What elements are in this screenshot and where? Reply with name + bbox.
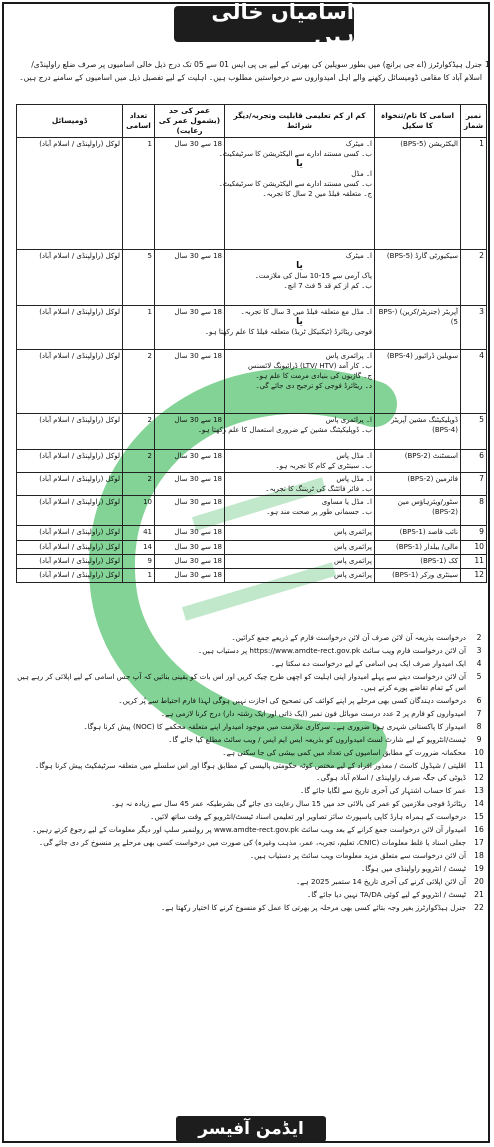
- post-cell: سیکیورٹی گارڈ (BPS-5): [375, 250, 461, 306]
- instruction-item: [14, 708, 482, 719]
- post-cell: مالی/ بیلدار (BPS-1): [375, 541, 461, 555]
- table-row: [17, 350, 487, 414]
- count-cell: 2: [123, 450, 155, 473]
- count-cell: 2: [123, 350, 155, 414]
- age-cell: 18 سے 30 سال: [155, 555, 225, 569]
- instruction-text: آن لائن درخواست فارم ویب سائٹ https://www.amdte-rect.gov.pk پر دستیاب ہیں۔: [198, 645, 466, 655]
- qualification-line: ا۔ مڈل یا مساوی: [321, 498, 372, 506]
- domicile-cell: لوکل (راولپنڈی / اسلام آباد): [17, 306, 123, 350]
- table-row: [17, 306, 487, 350]
- instruction-item: [14, 811, 484, 822]
- post-cell: کک (BPS-1): [375, 555, 461, 569]
- instruction-text: اقلیتی / شیڈول کاسٹ / معذور افراد کے لیے مختص کوٹہ حکومتی پالیسی کے مطابق ہوگا اور اس سلسلے میں متعلقہ سرٹیفکیٹ پیش کرنا ہوگا۔: [35, 760, 466, 770]
- post-cell: اسسٹنٹ (BPS-2): [375, 450, 461, 473]
- post-cell: الیکٹریشن (BPS-5): [375, 138, 461, 250]
- instruction-text: ٹیسٹ / انٹرویو راولپنڈی میں ہوگا۔: [361, 863, 466, 873]
- table-header-row: [17, 105, 487, 138]
- domicile-cell: لوکل (راولپنڈی / اسلام آباد): [17, 450, 123, 473]
- qualification-line: یا: [296, 317, 303, 327]
- serial-cell: 6: [461, 450, 487, 473]
- count-cell: 5: [123, 250, 155, 306]
- count-cell: 1: [123, 306, 155, 350]
- header-qualification: کم از کم تعلیمی قابلیت وتجربہ/دیگر شرائط: [225, 105, 375, 138]
- serial-cell: 3: [461, 306, 487, 350]
- instruction-number: 13: [474, 786, 484, 796]
- table-row: [17, 414, 487, 450]
- qualification-line: فوجی ریٹائرڈ (ٹیکنیکل ٹریڈ) متعلقہ فیلڈ کا علم رکھتا ہو۔: [204, 328, 372, 336]
- age-cell: 18 سے 30 سال: [155, 414, 225, 450]
- instruction-item: [14, 837, 484, 848]
- table-row: [17, 496, 487, 526]
- qualification-line: ب۔ فائر فائٹنگ کی ٹریننگ کا تجربہ۔: [265, 485, 372, 493]
- qualification-cell: [204, 306, 375, 350]
- intro-number: 1: [484, 60, 490, 69]
- instruction-number: 6: [476, 696, 482, 706]
- table-row: [17, 473, 487, 496]
- instruction-number: 5: [476, 671, 482, 681]
- instruction-item: [14, 889, 484, 900]
- age-cell: 18 سے 30 سال: [155, 350, 225, 414]
- domicile-cell: لوکل (راولپنڈی / اسلام آباد): [17, 496, 123, 526]
- age-cell: 18 سے 30 سال: [155, 569, 225, 583]
- instruction-number: 16: [474, 825, 484, 835]
- qualification-line: ب۔ سینٹری کے کام کا تجربہ ہو۔: [275, 462, 372, 470]
- count-cell: 10: [123, 496, 155, 526]
- age-cell: 18 سے 30 سال: [155, 541, 225, 555]
- domicile-cell: لوکل (راولپنڈی / اسلام آباد): [17, 473, 123, 496]
- domicile-cell: لوکل (راولپنڈی / اسلام آباد): [17, 526, 123, 541]
- post-cell: آپریٹر (جنریٹر/کرین) (BPS-5): [375, 306, 461, 350]
- table-row: [17, 250, 487, 306]
- qualification-line: ا۔ پرائمری پاس: [325, 352, 372, 360]
- instruction-item: [14, 850, 484, 861]
- age-cell: 18 سے 30 سال: [155, 496, 225, 526]
- qualification-cell: [225, 569, 375, 583]
- table-row: [17, 569, 487, 583]
- instruction-number: 11: [474, 760, 484, 770]
- instruction-text: درخواست بذریعہ آن لائن صرف آن لائن درخواست فارم کے ذریعے جمع کرائیں۔: [231, 633, 466, 642]
- instruction-number: 10: [474, 747, 484, 757]
- instruction-number: 2: [476, 633, 482, 642]
- qualification-line: یا: [296, 159, 303, 169]
- qualification-cell: [225, 541, 375, 555]
- qualification-cell: [225, 555, 375, 569]
- qualification-line: ج۔ گاڑیوں کی بنیادی مرمت کا علم ہو۔: [255, 372, 372, 380]
- instruction-item: [14, 785, 484, 796]
- qualification-line: ب۔ ڈوپلیکیٹنگ مشین کے ضروری استعمال کا علم رکھتا ہو۔: [197, 426, 372, 434]
- serial-cell: 8: [461, 496, 487, 526]
- count-cell: 14: [123, 541, 155, 555]
- instruction-text: ٹیسٹ / انٹرویو کے لیے کوئی TA/DA نہیں دیا جائے گا۔: [307, 889, 466, 899]
- count-cell: 41: [123, 526, 155, 541]
- instruction-text: درخواست دہندگان کسی بھی مرحلے پر اپنے کوائف کی تصحیح کی اجازت نہیں ہوگی لہذا فارم احتیاط سے پُر کریں۔: [118, 696, 466, 706]
- post-cell: نائب قاصد (BPS-1): [375, 526, 461, 541]
- instruction-item: [14, 632, 482, 643]
- qualification-line: پرائمری پاس: [334, 528, 372, 536]
- instruction-item: [14, 902, 484, 913]
- instruction-item: [14, 772, 484, 783]
- serial-cell: 9: [461, 526, 487, 541]
- qualification-line: ا۔ مڈل پاس: [336, 452, 372, 460]
- age-cell: 18 سے 30 سال: [155, 473, 225, 496]
- post-cell: فائرمین (BPS-2): [375, 473, 461, 496]
- instruction-item: [14, 658, 482, 669]
- qualification-line: ا۔ مڈل پاس: [336, 475, 372, 483]
- instruction-number: 15: [474, 812, 484, 822]
- domicile-cell: لوکل (راولپنڈی / اسلام آباد): [17, 414, 123, 450]
- domicile-cell: لوکل (راولپنڈی / اسلام آباد): [17, 250, 123, 306]
- qualification-line: ج۔ متعلقہ فیلڈ میں 2 سال کا تجربہ۔: [262, 190, 372, 198]
- instruction-item: [14, 824, 484, 835]
- qualification-line: پرائمری پاس: [334, 543, 372, 551]
- instruction-item: [14, 760, 484, 771]
- qualification-line: ب۔ کسی مستند ادارے سے الیکٹریشن کا سرٹیفکیٹ۔: [218, 150, 372, 158]
- instruction-number: 12: [474, 773, 484, 783]
- qualification-cell: [225, 350, 375, 414]
- qualification-cell: [225, 450, 375, 473]
- table-row: [17, 526, 487, 541]
- table-row: [17, 541, 487, 555]
- qualification-line: ا۔ میٹرک: [345, 140, 372, 148]
- instruction-text: ٹیسٹ/انٹرویو کے لیے شارٹ لسٹ امیدواروں کو بذریعہ ایس ایم ایس / ویب سائٹ مطلع کیا جائے گا۔: [168, 734, 466, 744]
- count-cell: 9: [123, 555, 155, 569]
- post-cell: سٹور/ویئرہاؤس مین (BPS-2): [375, 496, 461, 526]
- instruction-text: عمر کا حساب اشتہار کی آخری تاریخ سے لگایا جائے گا۔: [300, 786, 466, 796]
- vacancy-table: [16, 104, 487, 583]
- instruction-text: ڈیوٹی کی جگہ صرف راولپنڈی / اسلام آباد ہوگی۔: [316, 773, 466, 783]
- page-title: اسامیاں خالی ہیں: [174, 6, 354, 42]
- qualification-line: ا۔ پرائمری پاس: [325, 416, 372, 424]
- header-post: اسامی کا نام/تنخواہ کا سکیل: [375, 105, 461, 138]
- instruction-number: 3: [476, 645, 482, 655]
- instruction-number: 8: [476, 721, 482, 731]
- instruction-text: آن لائن درخواست دینے سے پہلے امیدوار اپنی اہلیت کو اچھی طرح چیک کریں اور اس بات کو یقینی بنائیں کہ آپ جس اسامی کے لیے اپلائی کر رہے ہیں اس کے تمام تقاضے پورے کرتے ہیں۔: [17, 671, 466, 693]
- age-cell: 18 سے 30 سال: [155, 250, 225, 306]
- serial-cell: 1: [461, 138, 487, 250]
- instruction-item: [14, 747, 484, 758]
- intro-paragraph: [16, 58, 490, 84]
- instruction-item: [14, 798, 484, 809]
- signature-title: ایڈمن آفیسر: [176, 1116, 326, 1142]
- count-cell: 2: [123, 473, 155, 496]
- qualification-line: ب۔ جسمانی طور پر صحت مند ہو۔: [266, 508, 372, 516]
- domicile-cell: لوکل (راولپنڈی / اسلام آباد): [17, 541, 123, 555]
- instruction-item: [14, 671, 482, 694]
- serial-cell: 5: [461, 414, 487, 450]
- qualification-line: پرائمری پاس: [334, 557, 372, 565]
- instruction-number: 22: [474, 902, 484, 912]
- qualification-line: ا۔ مڈل: [351, 170, 372, 178]
- advertisement-frame: [2, 2, 490, 1143]
- qualification-cell: [225, 526, 375, 541]
- instruction-item: [14, 645, 482, 656]
- instruction-text: آن لائن درخواست سے متعلق مزید معلومات ویب سائٹ پر دستیاب ہیں۔: [249, 850, 466, 860]
- instruction-text: درخواست کے ہمراہ ہارڈ کاپی پاسپورٹ سائز تصاویر اور تعلیمی اسناد ٹیسٹ/انٹرویو کے وقت ساتھ لائیں۔: [150, 812, 466, 822]
- instruction-number: 20: [474, 876, 484, 886]
- qualification-line: پرائمری پاس: [334, 571, 372, 579]
- qualification-line: ا۔ میٹرک: [345, 252, 372, 260]
- serial-cell: 12: [461, 569, 487, 583]
- qualification-line: یا: [296, 261, 303, 271]
- qualification-cell: [225, 496, 375, 526]
- post-cell: سویلین ڈرائیور (BPS-4): [375, 350, 461, 414]
- domicile-cell: لوکل (راولپنڈی / اسلام آباد): [17, 350, 123, 414]
- instruction-text: ایک امیدوار صرف ایک ہی اسامی کے لیے درخواست دے سکتا ہے۔: [271, 658, 466, 668]
- serial-cell: 7: [461, 473, 487, 496]
- serial-cell: 2: [461, 250, 487, 306]
- age-cell: 18 سے 30 سال: [155, 526, 225, 541]
- instruction-number: 9: [476, 734, 482, 744]
- count-cell: 1: [123, 138, 155, 250]
- domicile-cell: لوکل (راولپنڈی / اسلام آباد): [17, 138, 123, 250]
- qualification-line: پاک آرمی سے 15-10 سال کی ملازمت۔: [254, 272, 372, 280]
- instruction-item: [14, 695, 482, 706]
- count-cell: 1: [123, 569, 155, 583]
- instruction-item: [14, 734, 482, 745]
- qualification-line: ب۔ کم از کم قد 5 فٹ 7 انچ۔: [283, 282, 372, 290]
- header-serial: نمبر شمار: [461, 105, 487, 138]
- count-cell: 2: [123, 414, 155, 450]
- qualification-line: ب۔ کار آمد (LTV/ HTV) ڈرائیونگ لائسنس: [248, 362, 372, 370]
- instruction-number: 21: [474, 889, 484, 899]
- instruction-item: [14, 876, 484, 887]
- instruction-text: آن لائن اپلائی کرنے کی آخری تاریخ 14 ستمبر 2025 ہے۔: [296, 876, 466, 886]
- header-count: تعداد اسامی: [123, 105, 155, 138]
- instructions-list: [14, 632, 484, 914]
- table-row: [17, 555, 487, 569]
- instruction-item: [14, 863, 484, 874]
- domicile-cell: لوکل (راولپنڈی / اسلام آباد): [17, 555, 123, 569]
- qualification-cell: [218, 138, 375, 250]
- serial-cell: 11: [461, 555, 487, 569]
- instruction-number: 18: [474, 850, 484, 860]
- qualification-line: د۔ ریٹائرڈ فوجی کو ترجیح دی جائے گی۔: [255, 382, 372, 390]
- instruction-text: جعلی اسناد یا غلط معلومات (CNIC، تعلیم، تجربہ، عمر، مذہب وغیرہ) کی صورت میں درخواست کسی بھی مرحلے پر منسوخ کر دی جائے گی۔: [39, 838, 466, 847]
- instruction-text: محکمانہ ضرورت کے مطابق اسامیوں کی تعداد میں کمی بیشی کی جا سکتی ہے۔: [222, 747, 466, 757]
- instruction-number: 14: [474, 799, 484, 809]
- instruction-text: امیدوار آن لائن درخواست جمع کرانے کے بعد ویب سائٹ www.amdte-rect.gov.pk پر رولنمبر سلپ اور دیگر معلومات کے لیے رجوع کرتے رہیں۔: [32, 825, 466, 835]
- instruction-text: امیدوار کا پاکستانی شہری ہونا ضروری ہے۔ سرکاری ملازمت میں موجود امیدوار اپنے متعلقہ محکمے کا (NOC) پیش کرنا ہوگا۔: [83, 721, 466, 731]
- post-cell: سینٹری ورکر (BPS-1): [375, 569, 461, 583]
- age-cell: 18 سے 30 سال: [155, 306, 225, 350]
- instruction-item: [14, 721, 482, 732]
- age-cell: 18 سے 30 سال: [155, 138, 225, 250]
- table-row: [17, 138, 487, 250]
- instruction-number: 17: [474, 838, 484, 847]
- table-row: [17, 450, 487, 473]
- instruction-text: ریٹائرڈ فوجی ملازمین کو عمر کی بالائی حد میں 15 سال رعایت دی جائے گی بشرطیکہ عمر 45 سال سے زیادہ نہ ہو۔: [111, 799, 466, 809]
- instruction-text: امیدواروں کو فارم پر 2 عدد درست موبائل فون نمبر (ایک ذاتی اور ایک رشتہ دار) درج کرنا لازمی ہے۔: [160, 708, 466, 718]
- serial-cell: 4: [461, 350, 487, 414]
- post-cell: ڈوپلیکیٹنگ مشین آپریٹر (BPS-4): [375, 414, 461, 450]
- qualification-line: ا۔ مڈل مع متعلقہ فیلڈ میں 3 سال کا تجربہ۔: [240, 308, 372, 316]
- instruction-number: 4: [476, 658, 482, 668]
- serial-cell: 10: [461, 541, 487, 555]
- intro-text: جنرل ہیڈکوارٹرز (اے جی برانچ) میں بطور سویلین کی بھرتی کے لیے بی پی ایس 01 سے 05 تک درج ذیل خالی اسامیوں پر صرف ضلع راولپنڈی/اسلام آباد کا مقامی ڈومیسائل رکھنے والے اہل امیدواروں سے درخواستیں مطلوب ہیں۔ اہلیت کے لیے تفصیل ذیل میں اسامیوں کے سامنے درج ہیں۔: [19, 60, 482, 82]
- domicile-cell: لوکل (راولپنڈی / اسلام آباد): [17, 569, 123, 583]
- qualification-cell: [225, 473, 375, 496]
- qualification-line: ب۔ کسی مستند ادارے سے الیکٹریشن کا سرٹیفکیٹ۔: [218, 180, 372, 188]
- age-cell: 18 سے 30 سال: [155, 450, 225, 473]
- qualification-cell: [225, 250, 375, 306]
- header-domicile: ڈومیسائل: [17, 105, 123, 138]
- instruction-number: 19: [474, 863, 484, 873]
- instruction-number: 7: [476, 708, 482, 718]
- header-age: عمر کی حد (بشمول عمر کی رعایت): [155, 105, 225, 138]
- instruction-text: جنرل ہیڈکوارٹرز بغیر وجہ بتائے کسی بھی مرحلہ پر بھرتی کا عمل کو منسوخ کرنے کا اختیار رکھتا ہے۔: [161, 902, 466, 912]
